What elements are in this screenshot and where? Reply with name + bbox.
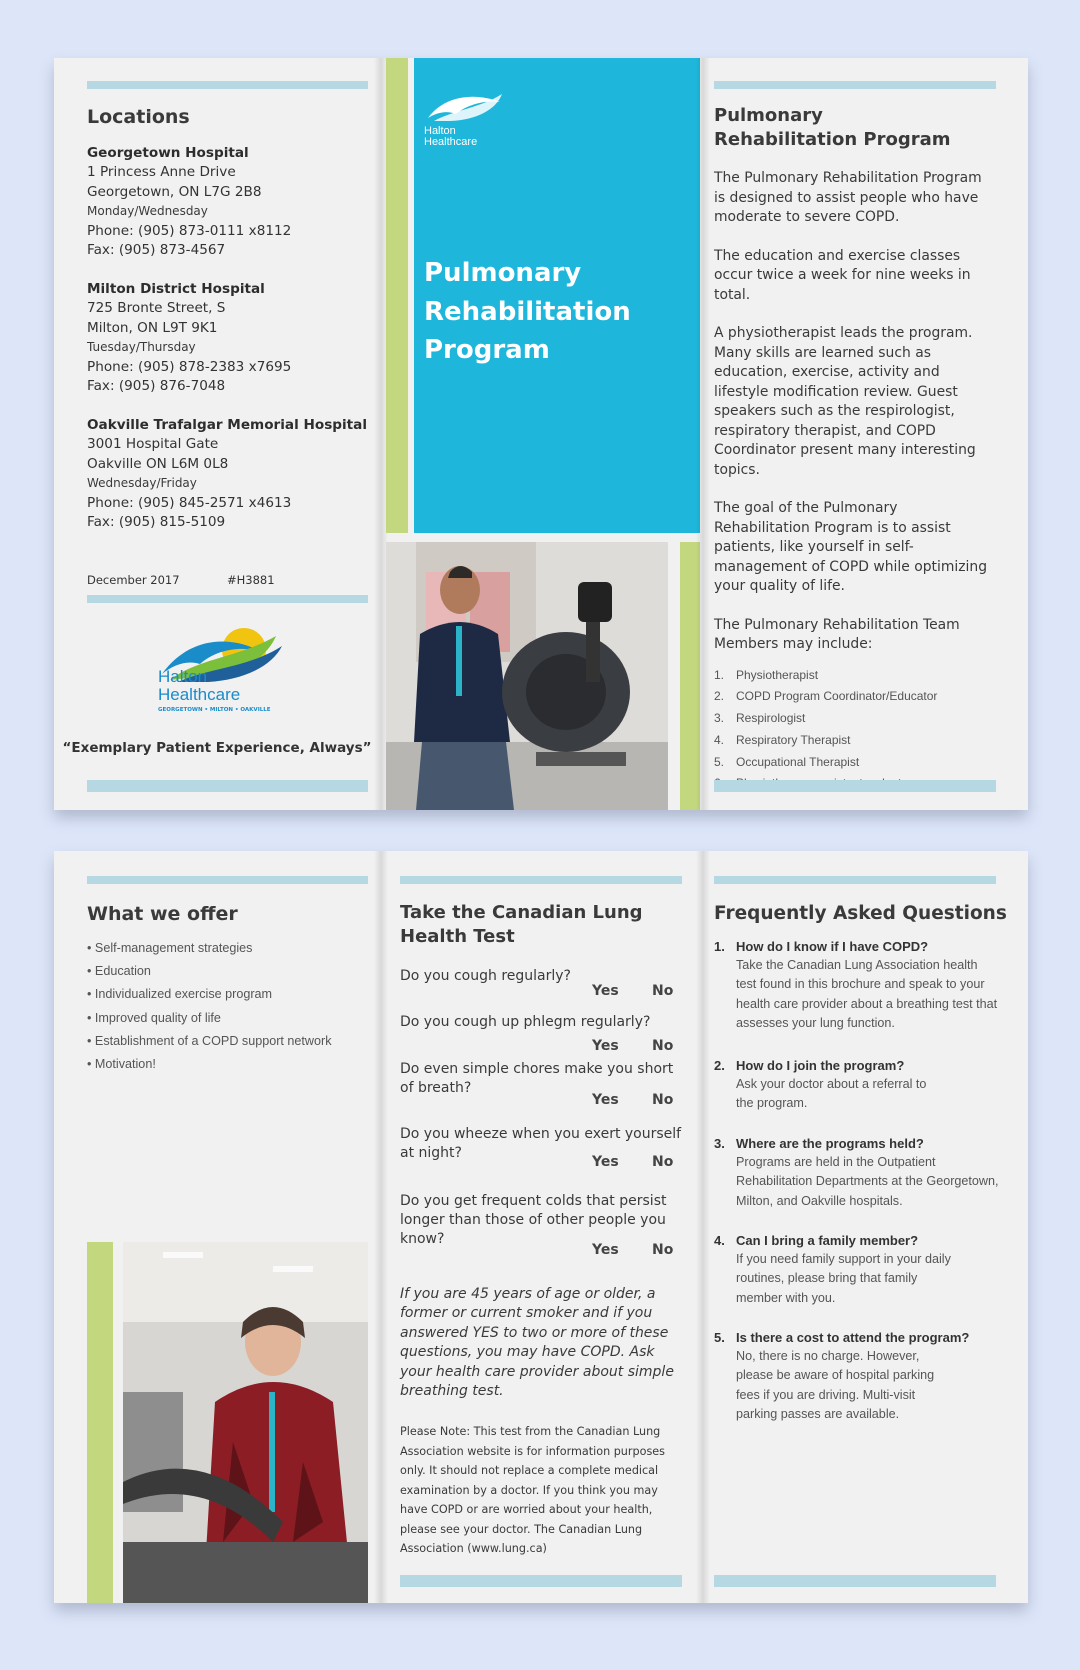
top-band [714, 876, 996, 884]
city-line: Oakville ON L6M 0L8 [87, 455, 229, 472]
locations-panel [54, 58, 380, 810]
yes-option[interactable]: Yes [592, 1242, 619, 1258]
program-paragraph: The Pulmonary Rehabilitation Program is designed to assist people who have moderate to severe COPD. [714, 170, 982, 225]
fax-line: Fax: (905) 873-4567 [87, 242, 226, 259]
offer-list [87, 937, 372, 1076]
halton-healthcare-logo [158, 624, 288, 719]
bottom-band [87, 780, 368, 792]
cover-title-line: Program [424, 335, 550, 365]
question: Do you wheeze when you exert yourself at night? [400, 1126, 682, 1161]
phone-line: Phone: (905) 873-0111 x8112 [87, 222, 292, 239]
list-item: • Self-management strategies [87, 941, 253, 955]
list-item: • Motivation! [87, 1057, 156, 1072]
green-accent-bar [87, 1242, 113, 1603]
lung-test-title-line: Take the Canadian Lung [400, 902, 643, 923]
program-paragraph: The education and exercise classes occur twice a week for nine weeks in total. [714, 247, 971, 303]
fax-line: Fax: (905) 876-7048 [87, 378, 226, 395]
address-line: 3001 Hospital Gate [87, 436, 219, 453]
faq-answer: Ask your doctor about a referral to the program. [736, 1077, 927, 1111]
lung-test-panel [380, 851, 702, 1603]
faq-question: Can I bring a family member? [736, 1233, 919, 1248]
days-line: Wednesday/Friday [87, 476, 197, 491]
program-title-line: Pulmonary [714, 105, 823, 126]
tagline: “Exemplary Patient Experience, Always” [62, 740, 372, 756]
lung-test-title-line: Health Test [400, 926, 515, 947]
faq-item: 2. How do I join the program? Ask your doctor about a referral to the program. [714, 1056, 999, 1114]
cover-title-line: Rehabilitation [424, 296, 631, 327]
faq-title: Frequently Asked Questions [714, 903, 1007, 924]
faq-item: 4. Can I bring a family member? If you need family support in your daily routines, please bring that family member with you. [714, 1231, 999, 1308]
faq-answer: If you need family support in your daily routines, please bring that family member with you. [736, 1252, 951, 1305]
faq-question: How do I know if I have COPD? [736, 939, 929, 954]
hospital-name: Milton District Hospital [87, 281, 265, 297]
hospital-name: Oakville Trafalgar Memorial Hospital [87, 417, 368, 433]
lung-test-title [400, 901, 643, 949]
yes-option[interactable]: Yes [592, 1038, 619, 1054]
address-line: 725 Bronte Street, S [87, 300, 226, 317]
list-item: • Establishment of a COPD support network [87, 1033, 332, 1048]
no-option[interactable]: No [652, 983, 674, 999]
days-line: Monday/Wednesday [87, 204, 208, 219]
logo-line2: Healthcare [158, 685, 241, 704]
faq-item: 1. How do I know if I have COPD? Take the Canadian Lung Association health test found in this brochure and speak to your health care provider about a breathing test that assesses your lung function. [714, 937, 999, 1034]
faq-answer: No, there is no charge. However, please be aware of hospital parking fees if you are driving. Multi-visit parking passes are available. [736, 1349, 935, 1422]
top-band [400, 876, 682, 884]
yes-option[interactable]: Yes [592, 983, 619, 999]
city-line: Milton, ON L9T 9K1 [87, 319, 218, 336]
advice-text: If you are 45 years of age or older, a former or current smoker and if you answered YES to two or more of these questions, you may have COPD. Ask your health care provider about simple breathing test. [400, 1286, 674, 1400]
logo-swoosh-icon [424, 88, 504, 122]
hospital-block [87, 280, 291, 396]
question: Do even simple chores make you short of breath? [400, 1061, 674, 1096]
no-option[interactable]: No [652, 1038, 674, 1054]
logo-line1: Halton [158, 667, 208, 686]
team-list [714, 665, 996, 796]
list-item: 5. Occupational Therapist [714, 754, 860, 769]
green-accent-bar [386, 58, 408, 533]
cover-block [414, 58, 700, 533]
disclaimer-note: Please Note: This test from the Canadian Lung Association website is for information purposes only. It should not replace a complete medical examination by a doctor. If you think you may have COPD or are worried about your health, please see your doctor. The Canadian Lung Association (www.lung.ca) [400, 1425, 665, 1555]
list-item: 1. Physiotherapist [714, 667, 819, 682]
faq-question: Where are the programs held? [736, 1136, 924, 1151]
faq-question: How do I join the program? [736, 1058, 905, 1073]
faq-panel [702, 851, 1028, 1603]
list-item: • Improved quality of life [87, 1010, 221, 1025]
bottom-band [714, 780, 996, 792]
question: Do you cough regularly? [400, 968, 571, 984]
yes-option[interactable]: Yes [592, 1154, 619, 1170]
list-item: • Education [87, 964, 151, 979]
logo-line1: Halton [424, 125, 456, 137]
program-title [714, 104, 951, 152]
patient-treadmill-image [123, 1242, 368, 1603]
no-option[interactable]: No [652, 1242, 674, 1258]
faq-answer: Take the Canadian Lung Association health test found in this brochure and speak to your health care provider about a breathing test that assesses your lung function. [736, 958, 998, 1031]
patient-bike-image [386, 542, 668, 810]
city-line: Georgetown, ON L7G 2B8 [87, 183, 262, 200]
faq-item: 5. Is there a cost to attend the program? No, there is no charge. However, please be aware of hospital parking fees if you are driving. Multi-visit parking passes are available. [714, 1328, 999, 1425]
print-date: December 2017 [87, 573, 180, 587]
hospital-block [87, 416, 367, 532]
brochure-code: #H3881 [227, 573, 275, 587]
locations-title: Locations [87, 106, 190, 128]
fax-line: Fax: (905) 815-5109 [87, 514, 226, 531]
phone-line: Phone: (905) 845-2571 x4613 [87, 494, 292, 511]
address-line: 1 Princess Anne Drive [87, 164, 236, 181]
program-title-line: Rehabilitation Program [714, 129, 951, 150]
offer-title: What we offer [87, 903, 238, 925]
logo-subtext: GEORGETOWN • MILTON • OAKVILLE [158, 707, 271, 713]
cover-title [424, 254, 631, 370]
program-paragraph: The Pulmonary Rehabilitation Team Members may include: [714, 616, 960, 652]
offer-panel [54, 851, 380, 1603]
top-band [87, 81, 368, 89]
cover-logo-text [424, 126, 514, 148]
patient-treadmill-photo [123, 1242, 368, 1603]
logo-line2: Healthcare [424, 136, 478, 148]
faq-answer: Programs are held in the Outpatient Rehabilitation Departments at the Georgetown, Milton, and Oakville hospitals. [736, 1155, 999, 1208]
bottom-band [714, 1575, 996, 1587]
top-band [87, 876, 368, 884]
program-paragraph: A physiotherapist leads the program. Many skills are learned such as education, exercise, activity and lifestyle modification review. Guest speakers such as the respirologist, respiratory therapist, and COPD Coordinator present many interesting topics. [714, 325, 976, 478]
yes-option[interactable]: Yes [592, 1092, 619, 1108]
cover-panel [380, 58, 702, 810]
no-option[interactable]: No [652, 1154, 674, 1170]
mid-band [87, 595, 368, 603]
hospital-name: Georgetown Hospital [87, 145, 249, 161]
patient-exercise-photo [386, 542, 668, 810]
brochure-inside-sheet [54, 851, 1028, 1603]
list-item: 4. Respiratory Therapist [714, 732, 851, 747]
no-option[interactable]: No [652, 1092, 674, 1108]
brochure-outside-sheet [54, 58, 1028, 810]
list-item: 2. COPD Program Coordinator/Educator [714, 689, 938, 704]
faq-question: Is there a cost to attend the program? [736, 1330, 970, 1345]
program-paragraph: The goal of the Pulmonary Rehabilitation Program is to assist patients, like yourself in self-management of COPD while optimizing your quality of life. [714, 500, 988, 594]
program-panel [702, 58, 1028, 810]
phone-line: Phone: (905) 878-2383 x7695 [87, 358, 292, 375]
question: Do you cough up phlegm regularly? [400, 1014, 651, 1030]
days-line: Tuesday/Thursday [87, 340, 196, 355]
faq-item: 3. Where are the programs held? Programs are held in the Outpatient Rehabilitation Departments at the Georgetown, Milton, and Oakville hospitals. [714, 1134, 999, 1211]
question: Do you get frequent colds that persist longer than those of other people you know? [400, 1193, 667, 1247]
top-band [714, 81, 996, 89]
list-item: 3. Respirologist [714, 711, 806, 726]
list-item: • Individualized exercise program [87, 987, 273, 1002]
cover-title-line: Pulmonary [424, 258, 582, 288]
program-body [714, 169, 996, 795]
cover-logo [424, 88, 514, 148]
hospital-block [87, 144, 291, 260]
bottom-band [400, 1575, 682, 1587]
logo-text [158, 668, 240, 704]
